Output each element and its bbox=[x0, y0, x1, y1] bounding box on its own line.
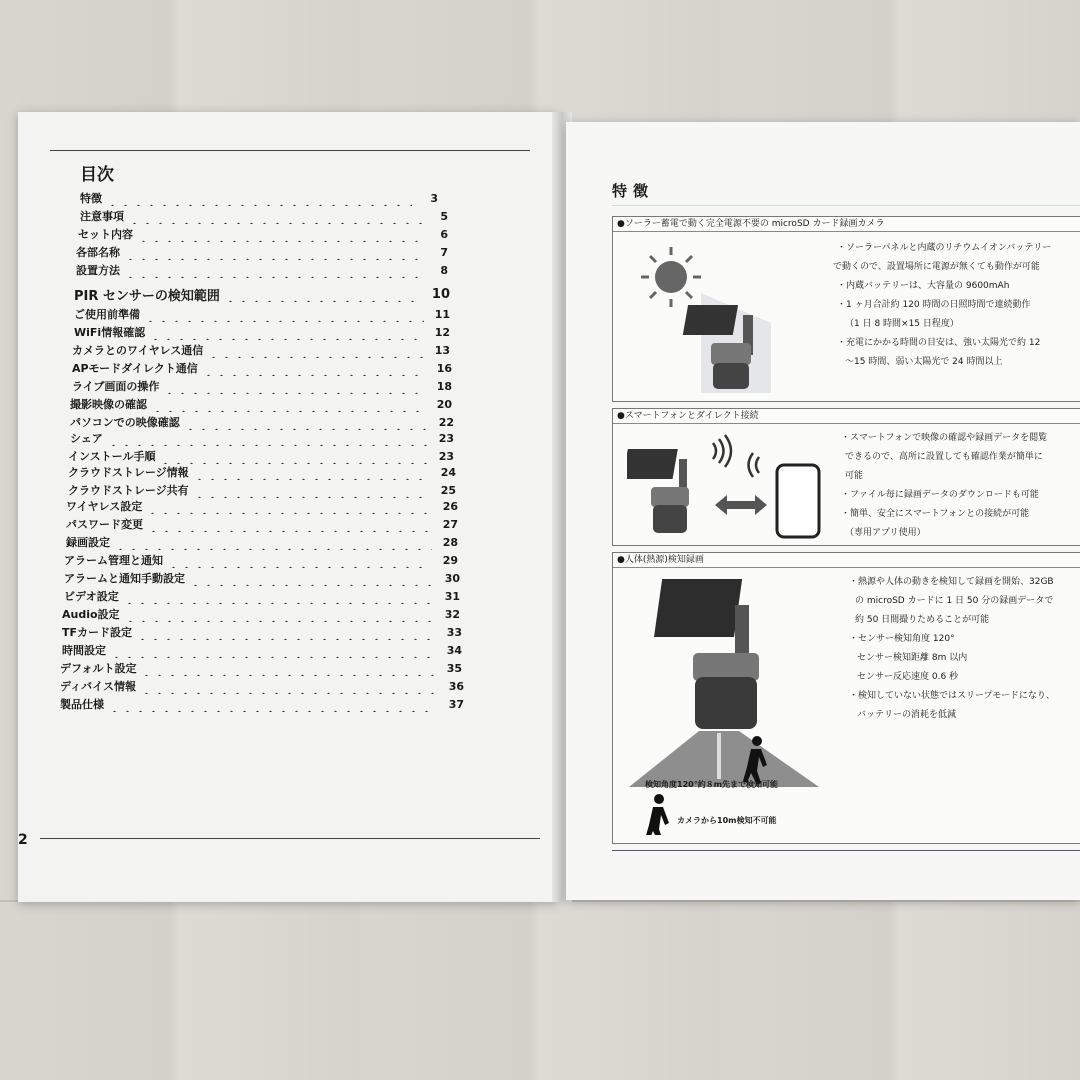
toc-entry-page: 35 bbox=[446, 661, 462, 675]
toc-entry-page: 13 bbox=[434, 343, 450, 357]
toc-entry-label: クラウドストレージ共有 bbox=[68, 484, 189, 497]
feature-bullet: ・スマートフォンで映像の確認や録画データを閲覧 bbox=[841, 433, 1048, 443]
toc-entry-label: アラームと通知手動設定 bbox=[64, 572, 185, 585]
toc-leader-dots bbox=[224, 286, 424, 302]
toc-entry bbox=[68, 464, 456, 480]
feature-bullet: 可能 bbox=[845, 471, 864, 481]
bottom-rule bbox=[40, 838, 540, 839]
toc-entry-page: 27 bbox=[442, 517, 458, 531]
toc-entry-page: 29 bbox=[442, 553, 458, 567]
toc-leader-dots bbox=[167, 552, 432, 568]
toc-entry-page: 6 bbox=[440, 227, 448, 241]
toc-leader-dots bbox=[140, 678, 438, 694]
toc-leader-dots bbox=[147, 516, 432, 532]
toc-entry bbox=[66, 516, 458, 532]
toc-entry-label: デフォルト設定 bbox=[60, 662, 137, 675]
toc-entry-page: 24 bbox=[440, 465, 456, 479]
toc-entry-page: 10 bbox=[431, 286, 450, 302]
toc-entry-page: 33 bbox=[446, 625, 462, 639]
toc-entry bbox=[68, 448, 454, 464]
toc-leader-dots bbox=[136, 624, 436, 640]
toc-entry-page: 8 bbox=[440, 263, 448, 277]
toc-entry bbox=[72, 378, 452, 394]
section-title: ●スマートフォンとダイレクト接続 bbox=[613, 409, 1080, 424]
toc-entry bbox=[66, 498, 458, 514]
feature-bullet: ・1 ヶ月合計約 120 時間の日照時間で連続動作 bbox=[837, 300, 1031, 310]
toc-entry bbox=[64, 552, 458, 568]
toc-entry bbox=[72, 360, 452, 376]
toc-entry-label: WiFi情報確認 bbox=[74, 326, 146, 339]
toc-entry bbox=[62, 624, 462, 640]
toc-entry-label: 各部名称 bbox=[76, 246, 120, 259]
toc-entry-page: 20 bbox=[436, 397, 452, 411]
toc-entry bbox=[64, 570, 460, 586]
feature-bullet: ・ファイル毎に録画データのダウンロードも可能 bbox=[841, 490, 1039, 500]
toc-leader-dots bbox=[128, 208, 422, 224]
toc-entry-page: 28 bbox=[442, 535, 458, 549]
toc-entry bbox=[74, 324, 450, 340]
detection-range-caption: 検知角度120°約８m先まで検知可能 bbox=[645, 780, 779, 789]
toc-entry-label: シェア bbox=[70, 432, 103, 445]
toc-entry-page: 26 bbox=[442, 499, 458, 513]
feature-bullet: ・熱源や人体の動きを検知して録画を開始、32GB bbox=[849, 577, 1054, 587]
feature-section-solar bbox=[612, 216, 1080, 402]
walking-person-icon bbox=[645, 794, 669, 835]
feature-bullet: ・充電にかかる時間の目安は、強い太陽光で約 12 bbox=[837, 338, 1041, 348]
toc-leader-dots bbox=[159, 448, 428, 464]
heading-rule bbox=[612, 205, 1080, 206]
feature-bullet: ・ソーラーパネルと内蔵のリチウムイオンバッテリー bbox=[837, 243, 1052, 253]
toc-entry-label: ワイヤレス設定 bbox=[66, 500, 143, 513]
toc-leader-dots bbox=[124, 606, 434, 622]
toc-entry-label: 録画設定 bbox=[66, 536, 110, 549]
toc-entry-page: 5 bbox=[440, 209, 448, 223]
toc-entry bbox=[76, 244, 448, 260]
toc-entry bbox=[68, 482, 456, 498]
toc-entry-label: パスワード変更 bbox=[66, 518, 143, 531]
no-detection-caption: カメラから10m検知不可能 bbox=[677, 816, 777, 825]
solar-camera-illustration bbox=[631, 243, 796, 393]
toc-entry-label: セット内容 bbox=[78, 228, 133, 241]
toc-entry-page: 18 bbox=[436, 379, 452, 393]
toc-leader-dots bbox=[144, 306, 424, 322]
toc-entry-page: 30 bbox=[444, 571, 460, 585]
toc-leader-dots bbox=[140, 660, 436, 676]
toc-leader-dots bbox=[193, 464, 430, 480]
detection-range-illustration bbox=[629, 573, 829, 835]
toc-entry bbox=[78, 226, 448, 242]
feature-bullet: で動くので、設置場所に電源が無くても動作が可能 bbox=[833, 262, 1040, 272]
toc-entry bbox=[80, 190, 438, 206]
toc-entry-label: Audio設定 bbox=[62, 608, 120, 621]
feature-bullet: （専用アプリ使用） bbox=[845, 528, 926, 538]
toc-entry bbox=[80, 208, 448, 224]
toc-leader-dots bbox=[137, 226, 422, 242]
toc-entry-page: 23 bbox=[438, 449, 454, 463]
toc-leader-dots bbox=[107, 430, 428, 446]
feature-bullet: の microSD カードに 1 日 50 分の録画データで bbox=[855, 596, 1054, 606]
toc-leader-dots bbox=[184, 414, 428, 430]
toc-entry bbox=[70, 396, 452, 412]
page-number: 2 bbox=[18, 832, 28, 848]
toc-entry-page: 12 bbox=[434, 325, 450, 339]
feature-bullet: ・検知していない状態ではスリープモードになり、 bbox=[849, 691, 1055, 701]
feature-section-detection bbox=[612, 552, 1080, 844]
toc-entry-label: 撮影映像の確認 bbox=[70, 398, 147, 411]
feature-bullet: センサー反応速度 0.6 秒 bbox=[857, 672, 959, 682]
toc-entry-label: 注意事項 bbox=[80, 210, 124, 223]
toc-entry-page: 11 bbox=[434, 307, 450, 321]
toc-entry bbox=[76, 262, 448, 278]
toc-leader-dots bbox=[110, 642, 436, 658]
toc-entry bbox=[62, 642, 462, 658]
section-title: ●人体(熱源)検知録画 bbox=[613, 553, 1080, 568]
toc-entry-page: 3 bbox=[430, 191, 438, 205]
toc-entry bbox=[62, 606, 460, 622]
toc-leader-dots bbox=[189, 570, 434, 586]
right-bottom-rule bbox=[612, 850, 1080, 851]
camera-icon bbox=[654, 579, 759, 729]
section-title: ●ソーラー蓄電で動く完全電源不要の microSD カード録画カメラ bbox=[613, 217, 1080, 232]
toc-entry-page: 37 bbox=[448, 697, 464, 711]
wifi-icon bbox=[713, 435, 759, 477]
camera-icon bbox=[627, 449, 689, 533]
toc-entry-label: ビデオ設定 bbox=[64, 590, 119, 603]
toc-leader-dots bbox=[149, 324, 424, 340]
double-arrow-icon bbox=[715, 495, 767, 515]
toc-entry-page: 16 bbox=[436, 361, 452, 375]
toc-entry bbox=[70, 430, 454, 446]
toc-leader-dots bbox=[193, 482, 430, 498]
toc-leader-dots bbox=[106, 190, 412, 206]
top-rule bbox=[50, 150, 530, 151]
toc-entry bbox=[60, 678, 464, 694]
toc-entry-page: 22 bbox=[438, 415, 454, 429]
toc-entry-label: 製品仕様 bbox=[60, 698, 104, 711]
toc-entry-label: ライブ画面の操作 bbox=[72, 380, 160, 393]
feature-bullet: 〜15 時間、弱い太陽光で 24 時間以上 bbox=[845, 357, 1003, 367]
toc-leader-dots bbox=[146, 498, 432, 514]
toc-leader-dots bbox=[123, 588, 434, 604]
smartphone-connection-illustration bbox=[627, 431, 837, 541]
toc-entry-page: 7 bbox=[440, 245, 448, 259]
toc-leader-dots bbox=[151, 396, 426, 412]
toc-entry-page: 34 bbox=[446, 643, 462, 657]
toc-entry bbox=[64, 588, 460, 604]
toc-entry-label: ディバイス情報 bbox=[60, 680, 137, 693]
feature-bullet: できるので、高所に設置しても確認作業が簡単に bbox=[845, 452, 1043, 462]
toc-entry-label: 設置方法 bbox=[76, 264, 120, 277]
toc-entry bbox=[60, 696, 464, 712]
feature-bullet: （1 日 8 時間×15 日程度） bbox=[845, 319, 959, 329]
feature-bullet: ・簡単、安全にスマートフォンとの接続が可能 bbox=[841, 509, 1030, 519]
page-heading: 特徴 bbox=[612, 182, 655, 200]
toc-entry bbox=[74, 286, 450, 302]
toc-entry bbox=[66, 534, 458, 550]
toc-leader-dots bbox=[124, 262, 422, 278]
toc-entry-label: PIR センサーの検知範囲 bbox=[74, 288, 220, 304]
toc-entry-label: インストール手順 bbox=[68, 450, 156, 463]
feature-bullet: 約 50 日間撮りためることが可能 bbox=[855, 615, 990, 625]
toc-entry bbox=[70, 414, 454, 430]
toc-entry-label: TFカード設定 bbox=[62, 626, 133, 639]
toc-entry-label: ご使用前準備 bbox=[74, 308, 140, 321]
feature-bullet: ・内蔵バッテリーは、大容量の 9600mAh bbox=[837, 281, 1010, 291]
feature-section-smartphone bbox=[612, 408, 1080, 546]
toc-entry-label: クラウドストレージ情報 bbox=[68, 466, 189, 479]
feature-bullet: バッテリーの消耗を低減 bbox=[857, 710, 957, 720]
toc-entry bbox=[74, 306, 450, 322]
toc-entry-label: アラーム管理と通知 bbox=[64, 554, 163, 567]
toc-leader-dots bbox=[124, 244, 422, 260]
toc-entry-label: パソコンでの映像確認 bbox=[70, 416, 180, 429]
toc-leader-dots bbox=[207, 342, 424, 358]
toc-leader-dots bbox=[202, 360, 426, 376]
toc-leader-dots bbox=[114, 534, 432, 550]
toc-entry-page: 23 bbox=[438, 431, 454, 445]
toc-leader-dots bbox=[108, 696, 438, 712]
toc-entry-label: 特徴 bbox=[80, 192, 102, 205]
sun-icon bbox=[641, 247, 701, 307]
toc-title: 目次 bbox=[80, 165, 114, 185]
toc-entry-page: 25 bbox=[440, 483, 456, 497]
feature-bullet: センサー検知距離 8m 以内 bbox=[857, 653, 968, 663]
toc-entry-page: 32 bbox=[444, 607, 460, 621]
toc-leader-dots bbox=[163, 378, 426, 394]
toc-entry-page: 31 bbox=[444, 589, 460, 603]
toc-entry bbox=[72, 342, 450, 358]
toc-entry-label: カメラとのワイヤレス通信 bbox=[72, 344, 204, 357]
smartphone-icon bbox=[777, 465, 819, 537]
toc-entry bbox=[60, 660, 462, 676]
toc-entry-page: 36 bbox=[448, 679, 464, 693]
feature-bullet: ・センサー検知角度 120° bbox=[849, 634, 955, 644]
toc-entry-label: APモードダイレクト通信 bbox=[72, 362, 198, 375]
toc-entry-label: 時間設定 bbox=[62, 644, 106, 657]
